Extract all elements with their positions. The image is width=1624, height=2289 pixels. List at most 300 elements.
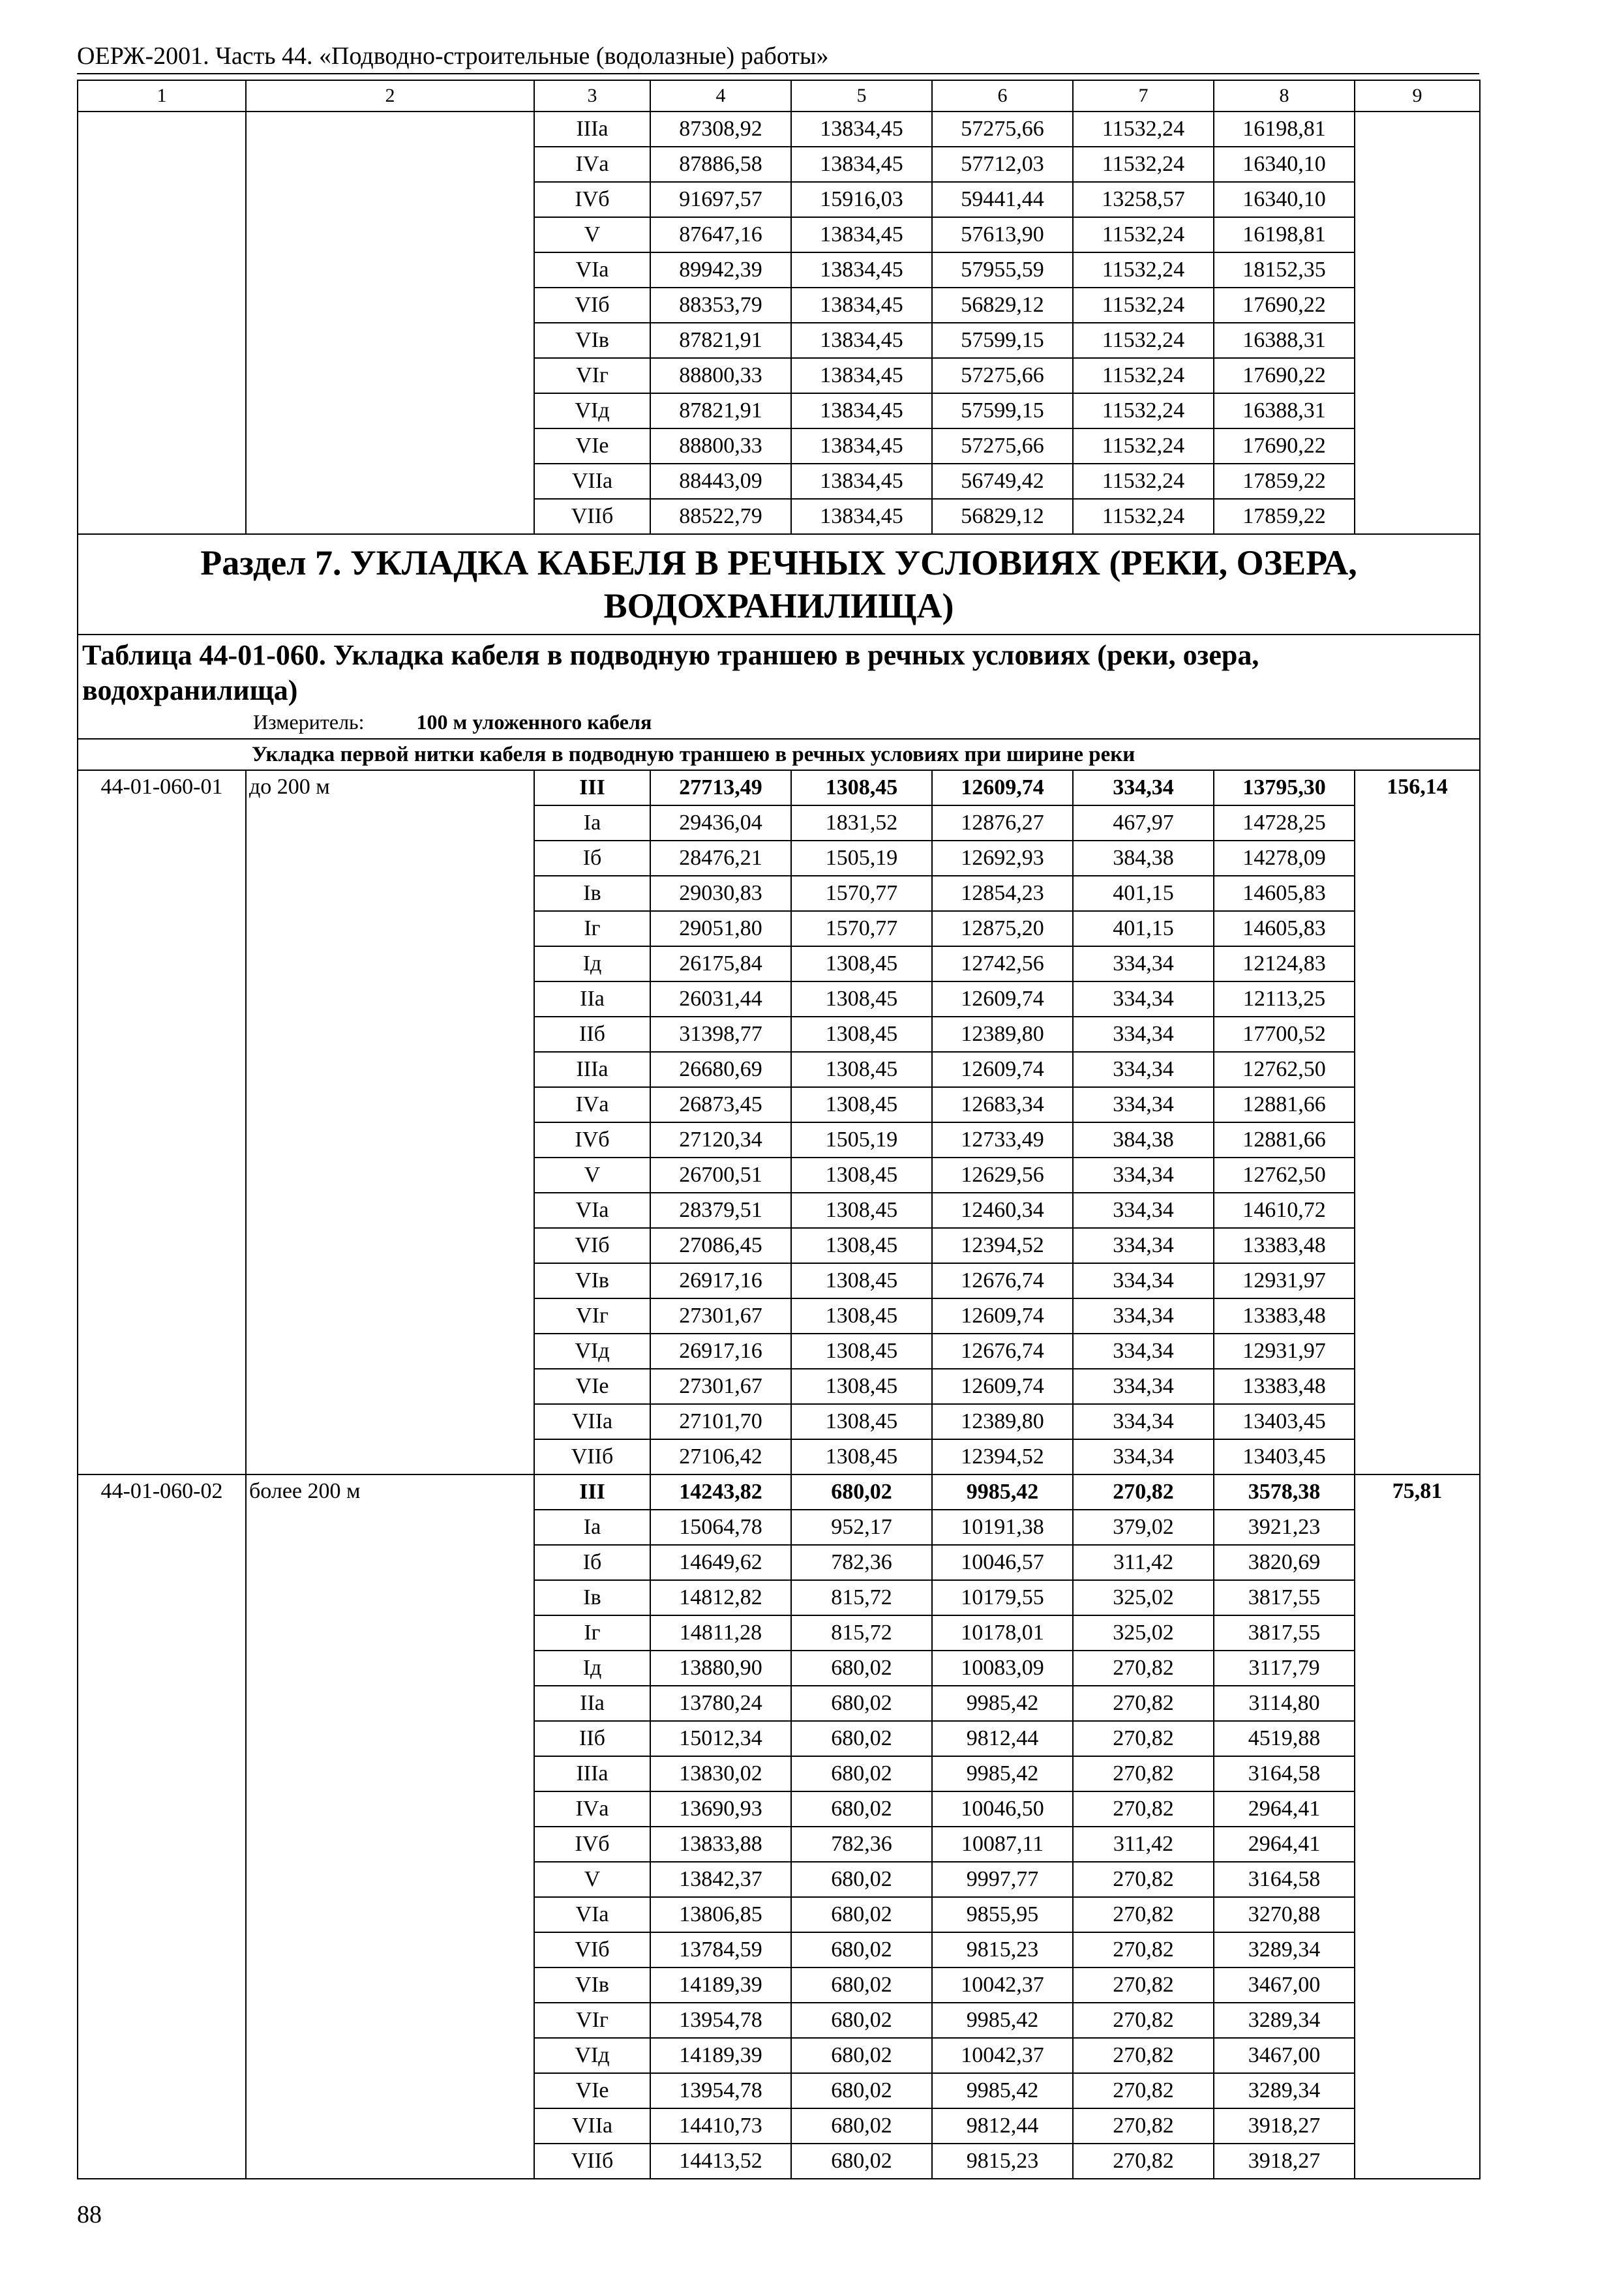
rate-value: 3817,55 — [1214, 1580, 1355, 1615]
column-numbers-row — [78, 80, 1480, 112]
rate-value: 13842,37 — [650, 1862, 791, 1897]
rate-value: 1570,77 — [791, 876, 932, 911]
rate-value: 12609,74 — [932, 1298, 1073, 1334]
rate-value: 270,82 — [1073, 2003, 1214, 2038]
rate-value: 401,15 — [1073, 911, 1214, 946]
territory-zone: IIа — [534, 981, 650, 1017]
rate-value: 1308,45 — [791, 1263, 932, 1298]
rate-value: 952,17 — [791, 1510, 932, 1545]
rate-value: 379,02 — [1073, 1510, 1214, 1545]
rate-value: 1505,19 — [791, 841, 932, 876]
territory-zone: VIIб — [534, 2144, 650, 2179]
rate-value: 680,02 — [791, 1474, 932, 1510]
rate-value: 270,82 — [1073, 1967, 1214, 2003]
rate-name: до 200 м — [246, 770, 534, 1474]
rate-value: 57955,59 — [932, 252, 1073, 288]
rate-value: 13834,45 — [791, 428, 932, 464]
rate-value: 27301,67 — [650, 1298, 791, 1334]
territory-zone: VIIа — [534, 2108, 650, 2144]
rate-value: 57599,15 — [932, 393, 1073, 428]
rate-value: 334,34 — [1073, 1158, 1214, 1193]
measure-label: Измеритель: — [253, 710, 365, 734]
rate-value: 13784,59 — [650, 1932, 791, 1967]
rate-value: 12881,66 — [1214, 1122, 1355, 1158]
territory-zone: IVа — [534, 147, 650, 182]
rate-value: 1308,45 — [791, 1017, 932, 1052]
page-number: 88 — [77, 2201, 102, 2228]
rate-value: 29436,04 — [650, 805, 791, 841]
territory-zone: VIа — [534, 1897, 650, 1932]
territory-zone: VIг — [534, 2003, 650, 2038]
rate-value: 57275,66 — [932, 358, 1073, 393]
rate-value: 12875,20 — [932, 911, 1073, 946]
rate-value: 270,82 — [1073, 1897, 1214, 1932]
territory-zone: IIIа — [534, 1052, 650, 1087]
rate-value: 88443,09 — [650, 464, 791, 499]
territory-zone: VIIб — [534, 499, 650, 534]
rate-value: 680,02 — [791, 1967, 932, 2003]
rate-value: 334,34 — [1073, 1263, 1214, 1298]
territory-zone: Iа — [534, 1510, 650, 1545]
rate-value: 27120,34 — [650, 1122, 791, 1158]
rate-value: 13834,45 — [791, 252, 932, 288]
rate-value: 680,02 — [791, 1862, 932, 1897]
rate-value: 13834,45 — [791, 112, 932, 147]
rate-value: 9997,77 — [932, 1862, 1073, 1897]
rate-value: 9812,44 — [932, 2108, 1073, 2144]
rate-value: 88522,79 — [650, 499, 791, 534]
table-title: Таблица 44-01-060. Укладка кабеля в подводную траншею в речных условиях (реки, озера, водохранилища) — [82, 639, 1259, 706]
territory-zone: VIд — [534, 2038, 650, 2073]
measure-value: 100 м уложенного кабеля — [416, 710, 652, 734]
rate-value: 680,02 — [791, 2038, 932, 2073]
territory-zone: VIд — [534, 1334, 650, 1369]
rate-value: 3164,58 — [1214, 1862, 1355, 1897]
rate-value: 12762,50 — [1214, 1052, 1355, 1087]
rate-value: 14605,83 — [1214, 876, 1355, 911]
rate-value: 384,38 — [1073, 841, 1214, 876]
rate-value: 16340,10 — [1214, 147, 1355, 182]
rate-value: 26680,69 — [650, 1052, 791, 1087]
rate-value: 270,82 — [1073, 1756, 1214, 1791]
territory-zone: V — [534, 217, 650, 252]
rate-value: 17700,52 — [1214, 1017, 1355, 1052]
rate-value: 270,82 — [1073, 2073, 1214, 2108]
rate-value: 28379,51 — [650, 1193, 791, 1228]
rate-value: 782,36 — [791, 1545, 932, 1580]
rate-value: 10179,55 — [932, 1580, 1073, 1615]
territory-zone: VIе — [534, 2073, 650, 2108]
territory-zone: VIIа — [534, 464, 650, 499]
rate-value: 680,02 — [791, 2108, 932, 2144]
rate-value: 1831,52 — [791, 805, 932, 841]
rate-value: 12854,23 — [932, 876, 1073, 911]
rate-value: 401,15 — [1073, 876, 1214, 911]
rate-value: 13954,78 — [650, 2073, 791, 2108]
rate-value: 13880,90 — [650, 1651, 791, 1686]
rate-value: 15916,03 — [791, 182, 932, 217]
rate-value: 57613,90 — [932, 217, 1073, 252]
blank-cell — [1355, 112, 1480, 534]
rate-value: 16388,31 — [1214, 323, 1355, 358]
rate-value: 13383,48 — [1214, 1228, 1355, 1263]
rate-value: 1308,45 — [791, 981, 932, 1017]
territory-zone: Iб — [534, 841, 650, 876]
rate-value: 14811,28 — [650, 1615, 791, 1651]
rate-value: 9985,42 — [932, 1474, 1073, 1510]
rate-value: 12733,49 — [932, 1122, 1073, 1158]
rate-value: 13383,48 — [1214, 1369, 1355, 1404]
rate-value: 680,02 — [791, 1791, 932, 1827]
table-title-row — [78, 635, 1480, 739]
rate-value: 16198,81 — [1214, 112, 1355, 147]
rate-value: 12389,80 — [932, 1404, 1073, 1439]
rate-value: 1308,45 — [791, 770, 932, 805]
rate-value: 29030,83 — [650, 876, 791, 911]
territory-zone: Iг — [534, 911, 650, 946]
rate-value: 384,38 — [1073, 1122, 1214, 1158]
rate-value: 57275,66 — [932, 428, 1073, 464]
rate-value: 334,34 — [1073, 1193, 1214, 1228]
rate-value: 680,02 — [791, 2144, 932, 2179]
rate-value: 12676,74 — [932, 1263, 1073, 1298]
rate-value: 13830,02 — [650, 1756, 791, 1791]
rate-value: 15012,34 — [650, 1721, 791, 1756]
rate-value: 12881,66 — [1214, 1087, 1355, 1122]
rate-value: 1308,45 — [791, 946, 932, 981]
rate-value: 680,02 — [791, 1651, 932, 1686]
territory-zone: VIг — [534, 358, 650, 393]
rate-value: 270,82 — [1073, 2108, 1214, 2144]
rate-value: 3289,34 — [1214, 2073, 1355, 2108]
rate-value: 26175,84 — [650, 946, 791, 981]
rate-value: 9985,42 — [932, 2073, 1073, 2108]
rate-value: 3817,55 — [1214, 1615, 1355, 1651]
rate-value: 3578,38 — [1214, 1474, 1355, 1510]
rates-table — [77, 80, 1481, 2179]
rate-value: 13806,85 — [650, 1897, 791, 1932]
rate-value: 26917,16 — [650, 1263, 791, 1298]
rate-value: 1308,45 — [791, 1334, 932, 1369]
rate-value: 89942,39 — [650, 252, 791, 288]
rate-value: 270,82 — [1073, 2144, 1214, 2179]
rate-value: 1570,77 — [791, 911, 932, 946]
territory-zone: VIг — [534, 1298, 650, 1334]
rate-value: 14728,25 — [1214, 805, 1355, 841]
rate-value: 11532,24 — [1073, 464, 1214, 499]
territory-zone: Iб — [534, 1545, 650, 1580]
rate-value: 3117,79 — [1214, 1651, 1355, 1686]
rate-value: 11532,24 — [1073, 147, 1214, 182]
rate-value: 27086,45 — [650, 1228, 791, 1263]
rate-value: 334,34 — [1073, 1404, 1214, 1439]
territory-zone: Iв — [534, 876, 650, 911]
rate-value: 12609,74 — [932, 1369, 1073, 1404]
subheading-row — [78, 739, 1480, 770]
rate-value: 10046,57 — [932, 1545, 1073, 1580]
rate-value: 56749,42 — [932, 464, 1073, 499]
territory-zone: IVа — [534, 1791, 650, 1827]
rate-value: 334,34 — [1073, 1052, 1214, 1087]
rate-value: 10178,01 — [932, 1615, 1073, 1651]
rate-value: 87308,92 — [650, 112, 791, 147]
rate-value: 12113,25 — [1214, 981, 1355, 1017]
rate-value: 14410,73 — [650, 2108, 791, 2144]
rate-value: 12460,34 — [932, 1193, 1073, 1228]
rate-value: 467,97 — [1073, 805, 1214, 841]
rate-value: 270,82 — [1073, 1651, 1214, 1686]
rate-value: 13834,45 — [791, 147, 932, 182]
rate-value: 13833,88 — [650, 1827, 791, 1862]
territory-zone: Iд — [534, 946, 650, 981]
rate-value: 14605,83 — [1214, 911, 1355, 946]
rate-value: 88800,33 — [650, 428, 791, 464]
rate-value: 13780,24 — [650, 1686, 791, 1721]
rate-value: 3270,88 — [1214, 1897, 1355, 1932]
column-number: 6 — [932, 80, 1073, 112]
rate-value: 13834,45 — [791, 323, 932, 358]
territory-zone: IVб — [534, 1827, 650, 1862]
rate-value: 9815,23 — [932, 1932, 1073, 1967]
rate-value: 57599,15 — [932, 323, 1073, 358]
territory-zone: V — [534, 1862, 650, 1897]
rate-value: 10191,38 — [932, 1510, 1073, 1545]
rate-value: 1308,45 — [791, 1193, 932, 1228]
rate-value: 3918,27 — [1214, 2144, 1355, 2179]
rate-value: 334,34 — [1073, 1298, 1214, 1334]
rate-value: 3921,23 — [1214, 1510, 1355, 1545]
rate-value: 10083,09 — [932, 1651, 1073, 1686]
territory-zone: IVб — [534, 1122, 650, 1158]
rate-value: 12394,52 — [932, 1439, 1073, 1474]
rate-value: 1308,45 — [791, 1404, 932, 1439]
rate-value: 12692,93 — [932, 841, 1073, 876]
rate-value: 12609,74 — [932, 1052, 1073, 1087]
rate-value: 10042,37 — [932, 1967, 1073, 2003]
section-title: Раздел 7. УКЛАДКА КАБЕЛЯ В РЕЧНЫХ УСЛОВИЯХ (РЕКИ, ОЗЕРА, ВОДОХРАНИЛИЩА) — [78, 534, 1480, 635]
rate-value: 1308,45 — [791, 1087, 932, 1122]
rate-value: 14649,62 — [650, 1545, 791, 1580]
rate-value: 270,82 — [1073, 1721, 1214, 1756]
rate-value: 14413,52 — [650, 2144, 791, 2179]
rate-value: 3918,27 — [1214, 2108, 1355, 2144]
column-number: 1 — [78, 80, 246, 112]
territory-zone: IVа — [534, 1087, 650, 1122]
rate-value: 3114,80 — [1214, 1686, 1355, 1721]
rate-value: 87647,16 — [650, 217, 791, 252]
rate-value: 12742,56 — [932, 946, 1073, 981]
rate-value: 57275,66 — [932, 112, 1073, 147]
blank-cell — [78, 112, 246, 534]
rate-value: 3467,00 — [1214, 2038, 1355, 2073]
rate-value: 11532,24 — [1073, 499, 1214, 534]
territory-zone: Iг — [534, 1615, 650, 1651]
rate-value: 334,34 — [1073, 1228, 1214, 1263]
rate-value: 3467,00 — [1214, 1967, 1355, 2003]
territory-zone: IIIа — [534, 1756, 650, 1791]
territory-zone: IIб — [534, 1721, 650, 1756]
rate-code: 44-01-060-02 — [78, 1474, 246, 2179]
rate-value: 14243,82 — [650, 1474, 791, 1510]
rate-value: 680,02 — [791, 1897, 932, 1932]
territory-zone: III — [534, 1474, 650, 1510]
rate-value: 18152,35 — [1214, 252, 1355, 288]
rate-total: 156,14 — [1355, 770, 1480, 1474]
table-row — [78, 112, 1480, 147]
rate-value: 12389,80 — [932, 1017, 1073, 1052]
rate-value: 334,34 — [1073, 1369, 1214, 1404]
territory-zone: VIе — [534, 428, 650, 464]
territory-zone: VIб — [534, 288, 650, 323]
rate-value: 334,34 — [1073, 1334, 1214, 1369]
rate-value: 29051,80 — [650, 911, 791, 946]
rate-value: 270,82 — [1073, 2038, 1214, 2073]
rate-value: 325,02 — [1073, 1580, 1214, 1615]
rate-value: 270,82 — [1073, 1686, 1214, 1721]
rate-value: 815,72 — [791, 1615, 932, 1651]
rate-value: 1308,45 — [791, 1298, 932, 1334]
rate-value: 14189,39 — [650, 2038, 791, 2073]
rate-value: 12609,74 — [932, 770, 1073, 805]
rate-value: 17690,22 — [1214, 428, 1355, 464]
rate-value: 11532,24 — [1073, 358, 1214, 393]
rate-value: 334,34 — [1073, 1017, 1214, 1052]
rate-value: 13403,45 — [1214, 1439, 1355, 1474]
rate-value: 87821,91 — [650, 323, 791, 358]
rate-value: 1308,45 — [791, 1369, 932, 1404]
rate-value: 13403,45 — [1214, 1404, 1355, 1439]
rate-value: 311,42 — [1073, 1827, 1214, 1862]
rate-value: 59441,44 — [932, 182, 1073, 217]
territory-zone: IIIа — [534, 112, 650, 147]
rate-value: 56829,12 — [932, 499, 1073, 534]
rate-value: 12394,52 — [932, 1228, 1073, 1263]
territory-zone: VIа — [534, 1193, 650, 1228]
rate-value: 13954,78 — [650, 2003, 791, 2038]
territory-zone: Iд — [534, 1651, 650, 1686]
rate-value: 11532,24 — [1073, 288, 1214, 323]
rate-value: 26031,44 — [650, 981, 791, 1017]
rate-value: 9855,95 — [932, 1897, 1073, 1932]
section-row — [78, 534, 1480, 635]
column-number: 3 — [534, 80, 650, 112]
rate-value: 10042,37 — [932, 2038, 1073, 2073]
rate-value: 13690,93 — [650, 1791, 791, 1827]
rate-value: 9985,42 — [932, 1756, 1073, 1791]
rate-value: 56829,12 — [932, 288, 1073, 323]
rate-value: 27106,42 — [650, 1439, 791, 1474]
rate-value: 12931,97 — [1214, 1334, 1355, 1369]
rate-value: 16388,31 — [1214, 393, 1355, 428]
rate-value: 28476,21 — [650, 841, 791, 876]
rate-value: 14278,09 — [1214, 841, 1355, 876]
territory-zone: VIа — [534, 252, 650, 288]
territory-zone: V — [534, 1158, 650, 1193]
rate-value: 2964,41 — [1214, 1827, 1355, 1862]
rate-value: 12931,97 — [1214, 1263, 1355, 1298]
rate-value: 12676,74 — [932, 1334, 1073, 1369]
rate-value: 13795,30 — [1214, 770, 1355, 805]
rate-value: 12629,56 — [932, 1158, 1073, 1193]
rate-value: 2964,41 — [1214, 1791, 1355, 1827]
rate-value: 11532,24 — [1073, 112, 1214, 147]
rate-value: 26873,45 — [650, 1087, 791, 1122]
rate-value: 1308,45 — [791, 1439, 932, 1474]
rate-value: 13834,45 — [791, 464, 932, 499]
territory-zone: VIв — [534, 1967, 650, 2003]
rate-value: 11532,24 — [1073, 393, 1214, 428]
rate-value: 17690,22 — [1214, 358, 1355, 393]
rate-value: 88353,79 — [650, 288, 791, 323]
rate-value: 680,02 — [791, 1686, 932, 1721]
rate-value: 12609,74 — [932, 981, 1073, 1017]
territory-zone: VIб — [534, 1228, 650, 1263]
rate-value: 782,36 — [791, 1827, 932, 1862]
page-header — [77, 40, 1479, 74]
rate-value: 334,34 — [1073, 1087, 1214, 1122]
rate-value: 680,02 — [791, 1721, 932, 1756]
territory-zone: VIб — [534, 1932, 650, 1967]
rate-value: 27101,70 — [650, 1404, 791, 1439]
rate-value: 17690,22 — [1214, 288, 1355, 323]
rate-code: 44-01-060-01 — [78, 770, 246, 1474]
table-row — [78, 770, 1480, 805]
rate-name: более 200 м — [246, 1474, 534, 2179]
territory-zone: VIд — [534, 393, 650, 428]
rate-value: 9812,44 — [932, 1721, 1073, 1756]
rate-value: 13383,48 — [1214, 1298, 1355, 1334]
rate-value: 680,02 — [791, 2073, 932, 2108]
rate-value: 87821,91 — [650, 393, 791, 428]
rate-value: 57712,03 — [932, 147, 1073, 182]
rate-value: 1308,45 — [791, 1158, 932, 1193]
rate-value: 334,34 — [1073, 946, 1214, 981]
rate-value: 680,02 — [791, 1756, 932, 1791]
rate-value: 334,34 — [1073, 1439, 1214, 1474]
rate-value: 3289,34 — [1214, 2003, 1355, 2038]
rate-value: 334,34 — [1073, 770, 1214, 805]
rate-value: 13834,45 — [791, 499, 932, 534]
rate-value: 14812,82 — [650, 1580, 791, 1615]
rate-value: 31398,77 — [650, 1017, 791, 1052]
column-number: 4 — [650, 80, 791, 112]
territory-zone: VIIа — [534, 1404, 650, 1439]
column-number: 9 — [1355, 80, 1480, 112]
territory-zone: III — [534, 770, 650, 805]
rate-value: 11532,24 — [1073, 323, 1214, 358]
rate-value: 13834,45 — [791, 393, 932, 428]
rate-value: 87886,58 — [650, 147, 791, 182]
rate-value: 3164,58 — [1214, 1756, 1355, 1791]
column-number: 2 — [246, 80, 534, 112]
rate-value: 91697,57 — [650, 182, 791, 217]
rate-value: 17859,22 — [1214, 464, 1355, 499]
rate-value: 1505,19 — [791, 1122, 932, 1158]
rate-value: 13834,45 — [791, 217, 932, 252]
rate-value: 311,42 — [1073, 1545, 1214, 1580]
rate-value: 9985,42 — [932, 1686, 1073, 1721]
rate-value: 1308,45 — [791, 1228, 932, 1263]
territory-zone: IIа — [534, 1686, 650, 1721]
rate-value: 680,02 — [791, 2003, 932, 2038]
rate-value: 11532,24 — [1073, 428, 1214, 464]
territory-zone: VIе — [534, 1369, 650, 1404]
rate-value: 12124,83 — [1214, 946, 1355, 981]
table-row — [78, 1474, 1480, 1510]
rate-value: 11532,24 — [1073, 252, 1214, 288]
rate-value: 270,82 — [1073, 1791, 1214, 1827]
rate-value: 270,82 — [1073, 1932, 1214, 1967]
